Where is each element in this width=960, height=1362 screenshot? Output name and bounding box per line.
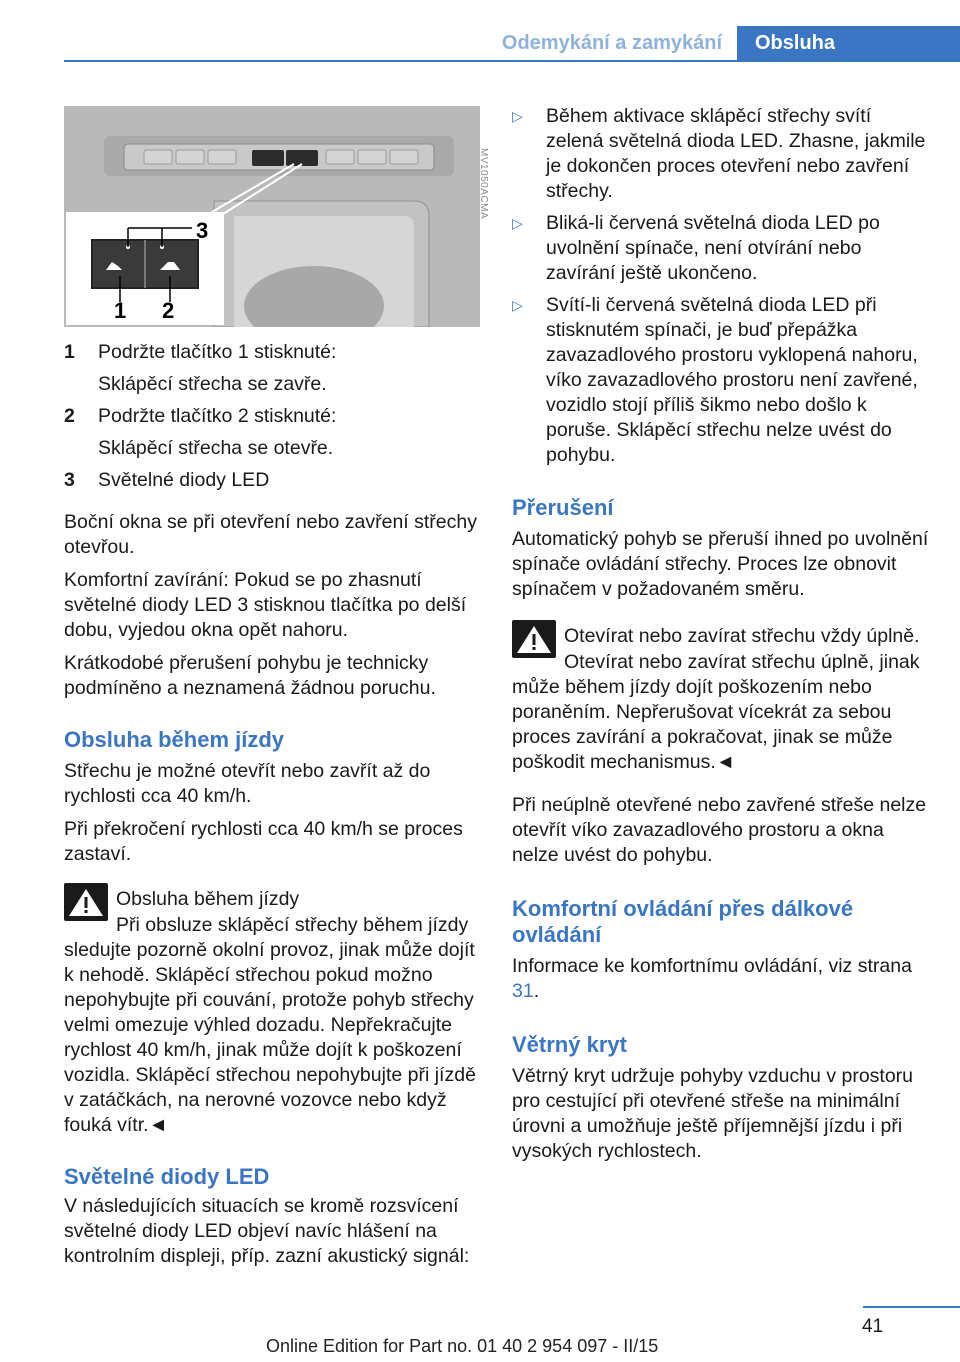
paragraph: Automatický pohyb se přeruší ihned po uvolnění spínače ovládání střechy. Proces lze obnovit spínačem v požadovaném směru.	[512, 528, 929, 600]
roof-switch-photo	[64, 106, 480, 327]
triangle-bullet-icon: ▷	[512, 108, 523, 124]
edition-footer: Online Edition for Part no. 01 40 2 954 097 - II/15	[266, 1336, 659, 1356]
led-state-list	[512, 104, 932, 468]
paragraph: Střechu je možné otevřít nebo zavřít až do rychlosti cca 40 km/h.	[64, 760, 431, 807]
breadcrumb: Odemykání a zamykání	[501, 32, 722, 54]
list-item	[512, 104, 932, 204]
warning-body: Při obsluze sklápěcí střechy během jízdy sledujte pozorně okolní provoz, jinak může dojít k nehodě. Sklápěcí střechou pokud možno nepohybujte při couvání, protože pohyb střechy velmi omezuje výhled dozadu. Nepřekračujte rychlost 40 km/h, jinak může dojít k poškození vozidla. Sklápěcí střechou nepohybujte při jízdě v zatáčkách, na nerovné vozovce nebo když fouká vítr.◄	[64, 914, 476, 1136]
paragraph: Boční okna se při otevření nebo zavření střechy otevřou.	[64, 511, 477, 558]
paragraph: Komfortní zavírání: Pokud se po zhasnutí světelné diody LED 3 stisknou tlačítka po delší dobu, vyjedou okna opět nahoru.	[64, 569, 467, 641]
heading-wind: Větrný kryt	[512, 1032, 627, 1057]
heading-driving: Obsluha během jízdy	[64, 727, 285, 752]
callout-3: 3	[196, 218, 209, 243]
warning-title: Otevírat nebo zavírat střechu vždy úplně.	[564, 625, 920, 647]
legend-item	[64, 340, 478, 404]
paragraph: Informace ke komfortnímu ovládání, viz strana 31.	[512, 955, 912, 1002]
warning-body: Otevírat nebo zavírat střechu úplně, jinak může během jízdy dojít poškozením nebo poraněním. Nepřerušovat vícekrát za sebou proces zavírání a pokračovat, jinak se může poškodit mechanismus.◄	[512, 651, 920, 773]
heading-remote: Komfortní ovládání přes dálkové ovládání	[512, 896, 854, 947]
paragraph: Při neúplně otevřené nebo zavřené střeše nelze otevřít víko zavazadlového prostoru a okna nelze uvést do pohybu.	[512, 794, 927, 866]
right-column	[512, 104, 932, 1164]
list-item-text: Během aktivace sklápěcí střechy svítí zelená světelná dioda LED. Zhasne, jakmile je dokončen proces otevření nebo zavření střechy.	[546, 105, 926, 202]
left-column	[64, 510, 478, 1269]
callout-1: 1	[114, 298, 127, 323]
warning-title: Obsluha během jízdy	[116, 888, 300, 910]
heading-led: Světelné diody LED	[64, 1164, 270, 1189]
heading-interrupt: Přerušení	[512, 495, 614, 520]
footer-rule	[863, 1306, 960, 1308]
page-link[interactable]: 31	[512, 980, 534, 1002]
paragraph: Větrný kryt udržuje pohyby vzduchu v prostoru pro cestující při otevřené střeše na minimální úrovni a umožňuje ještě příjemnější jízdu i při vysokých rychlostech.	[512, 1065, 914, 1162]
page-number: 41	[862, 1316, 884, 1337]
triangle-bullet-icon: ▷	[512, 297, 523, 313]
header-rule	[64, 60, 960, 62]
legend-text: Podržte tlačítko 2 stisknuté:	[98, 405, 337, 427]
list-item	[512, 293, 932, 468]
legend-text: Sklápěcí střecha se zavře.	[98, 373, 327, 395]
legend-item	[64, 468, 478, 500]
paragraph: Krátkodobé přerušení pohybu je technicky podmíněno a neznamená žádnou poruchu.	[64, 652, 436, 699]
legend-text: Světelné diody LED	[98, 469, 270, 491]
triangle-bullet-icon: ▷	[512, 215, 523, 231]
warning-icon	[64, 883, 114, 923]
legend-item	[64, 404, 478, 468]
legend-text: Sklápěcí střecha se otevře.	[98, 437, 334, 459]
callout-2: 2	[162, 298, 175, 323]
legend-number: 1	[64, 341, 75, 363]
figure-ref-code: MV1050ACMA	[478, 148, 489, 220]
legend-number: 2	[64, 405, 75, 427]
legend-number: 3	[64, 469, 75, 491]
warning-icon	[512, 620, 562, 660]
paragraph: V následujících situacích se kromě rozsvícení světelné diody LED objeví navíc hlášení na kontrolním displeji, příp. zazní akustický signál:	[64, 1195, 470, 1267]
list-item-text: Bliká-li červená světelná dioda LED po uvolnění spínače, není otvírání nebo zavírání ještě ukončeno.	[546, 212, 880, 284]
list-item	[512, 211, 932, 286]
tab-obsluha[interactable]: Obsluha	[737, 26, 960, 62]
legend-text: Podržte tlačítko 1 stisknuté:	[98, 341, 337, 363]
figure-legend	[64, 340, 478, 500]
roof-switch-illustration	[64, 106, 480, 327]
paragraph: Při překročení rychlosti cca 40 km/h se proces zastaví.	[64, 818, 463, 865]
list-item-text: Svítí-li červená světelná dioda LED při stisknutém spínači, je buď přepážka zavazadlového prostoru vyklopená nahoru, víko zavazadlového prostoru není zavřené, vozidlo stojí příliš šikmo nebo došlo k poruše. Sklápěcí střechu nelze uvést do pohybu.	[546, 294, 918, 466]
